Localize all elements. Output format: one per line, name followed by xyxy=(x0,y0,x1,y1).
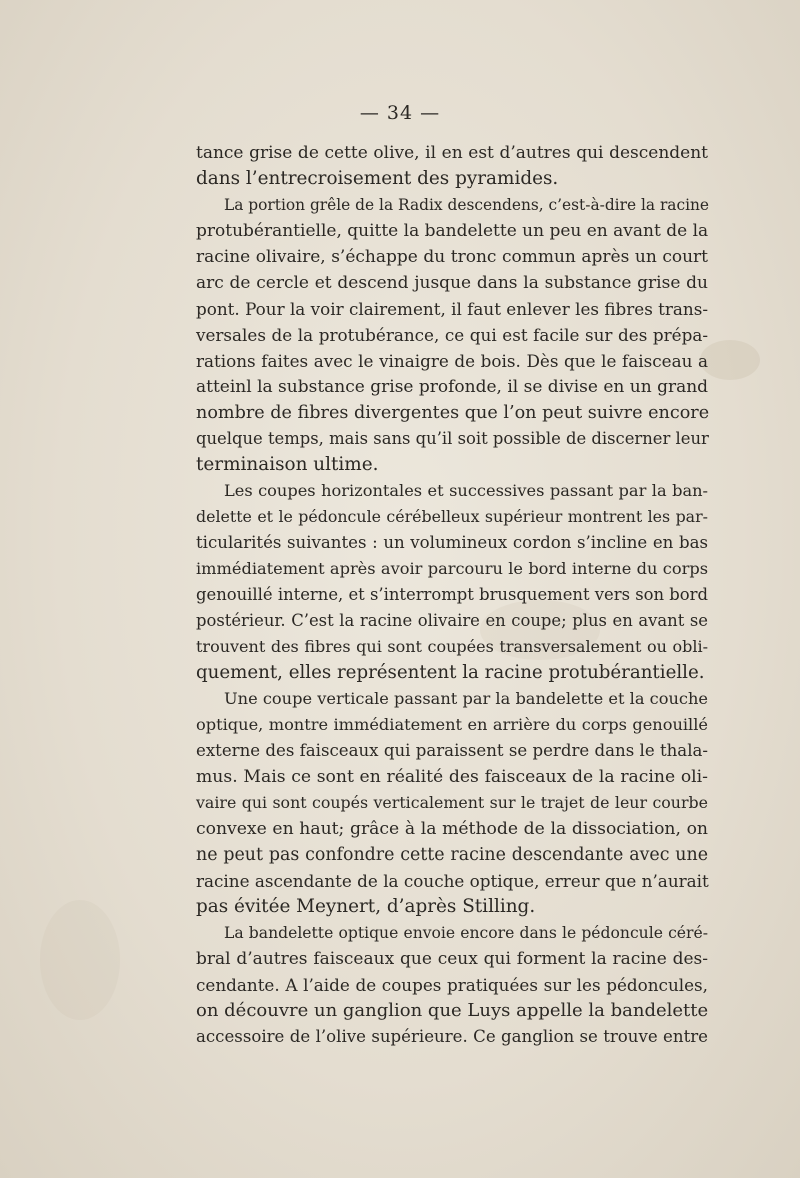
text-line: convexe en haut; grâce à la méthode de la dissociation, on xyxy=(196,819,708,839)
text-line: Les coupes horizontales et successives passant par la ban- xyxy=(224,481,708,500)
text-line: genouillé interne, et s’interrompt brusquement vers son bord xyxy=(196,585,708,604)
text-line: cendante. A l’aide de coupes pratiquées sur les pédoncules, xyxy=(196,975,708,995)
text-line: quelque temps, mais sans qu’il soit possible de discerner leur xyxy=(196,429,709,448)
text-line: delette et le pédoncule cérébelleux supérieur montrent les par- xyxy=(196,507,708,526)
text-line: externe des faisceaux qui paraissent se perdre dans le thala- xyxy=(196,741,708,760)
text-line: immédiatement après avoir parcouru le bord interne du corps xyxy=(196,559,708,578)
text-line: arc de cercle et descend jusque dans la substance grise du xyxy=(196,273,708,293)
text-line: rations faites avec le vinaigre de bois. Dès que le faisceau a xyxy=(196,351,708,371)
paper-stain xyxy=(40,900,120,1020)
text-line: racine ascendante de la couche optique, erreur que n’aurait xyxy=(196,871,709,891)
text-line: dans l’entrecroisement des pyramides. xyxy=(196,168,559,189)
text-line: La bandelette optique envoie encore dans le pédoncule céré- xyxy=(224,924,708,942)
text-line: pas évitée Meynert, d’après Stilling. xyxy=(196,896,536,917)
body-text xyxy=(196,140,708,1050)
page-number: — 34 — xyxy=(359,102,441,124)
text-line: optique, montre immédiatement en arrière du corps genouillé xyxy=(196,715,708,734)
text-line: quement, elles représentent la racine protubérantielle. xyxy=(196,662,705,683)
text-line: Une coupe verticale passant par la bandelette et la couche xyxy=(224,689,708,708)
text-line: bral d’autres faisceaux que ceux qui forment la racine des- xyxy=(196,949,708,969)
text-line: tance grise de cette olive, il en est d’autres qui descendent xyxy=(196,143,708,163)
text-line: nombre de fibres divergentes que l’on peut suivre encore xyxy=(196,403,710,423)
text-line: versales de la protubérance, ce qui est facile sur des prépa- xyxy=(196,325,708,345)
text-line: atteinl la substance grise profonde, il se divise en un grand xyxy=(196,377,709,397)
text-line: terminaison ultime. xyxy=(196,454,379,475)
text-line: on découvre un ganglion que Luys appelle la bandelette xyxy=(196,1000,709,1021)
text-line: La portion grêle de la Radix descendens, c’est-à-dire la racine xyxy=(224,196,710,214)
paper-stain xyxy=(700,340,760,380)
text-line: ne peut pas confondre cette racine descendante avec une xyxy=(196,845,708,865)
text-line: accessoire de l’olive supérieure. Ce ganglion se trouve entre xyxy=(196,1027,708,1046)
text-line: ticularités suivantes : un volumineux cordon s’incline en bas xyxy=(196,533,708,552)
text-line: mus. Mais ce sont en réalité des faisceaux de la racine oli- xyxy=(196,767,708,787)
text-line: protubérantielle, quitte la bandelette un peu en avant de la xyxy=(196,221,709,241)
text-line: trouvent des fibres qui sont coupées transversalement ou obli- xyxy=(196,637,708,656)
text-line: pont. Pour la voir clairement, il faut enlever les fibres trans- xyxy=(196,299,709,319)
text-line: vaire qui sont coupés verticalement sur le trajet de leur courbe xyxy=(196,793,708,812)
text-line: postérieur. C’est la racine olivaire en coupe; plus en avant se xyxy=(196,611,708,630)
text-line: racine olivaire, s’échappe du tronc commun après un court xyxy=(196,247,708,267)
